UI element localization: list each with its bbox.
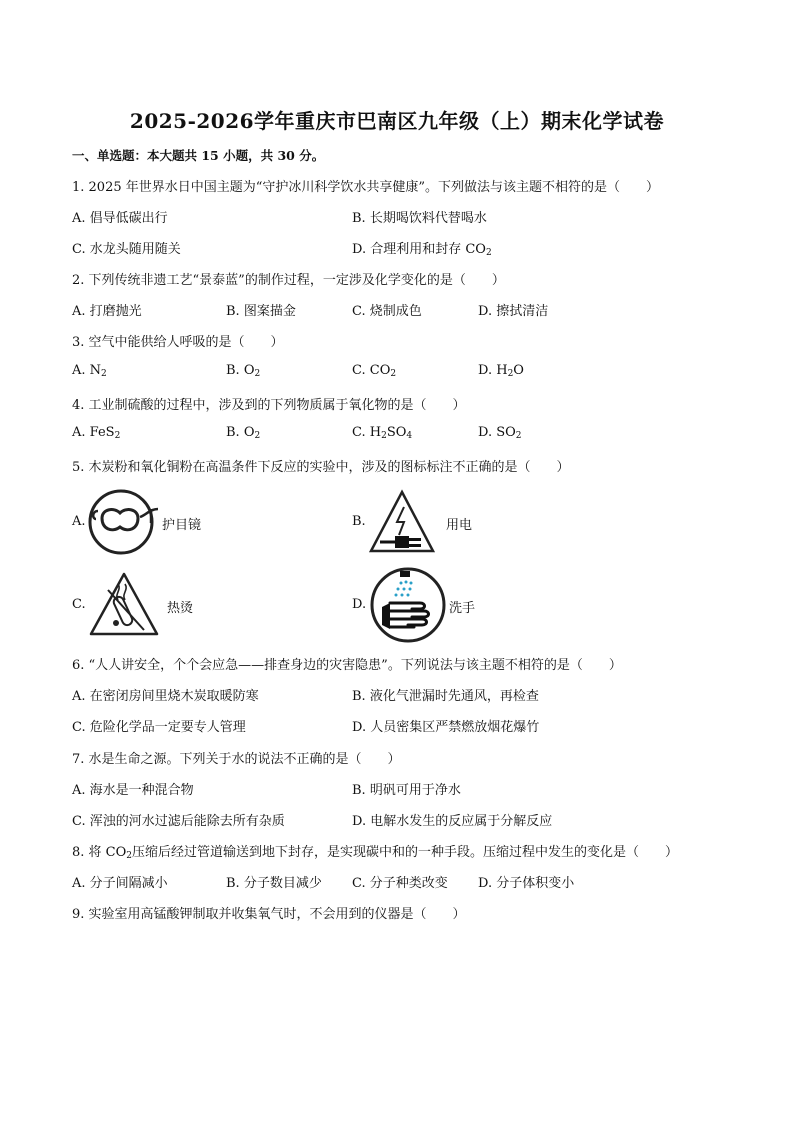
question-8-stem: 8. 将 $CO_2$压缩后经过管道输送到地下封存，是实现碳中和的一种手段。压缩过程中发生的变化是（ ） [72,845,679,861]
q3-option-a: A. $N_2$ [72,363,107,379]
q5-option-d-label: 洗手 [449,601,476,616]
question-4-stem: 4. 工业制硫酸的过程中，涉及到的下列物质属于氧化物的是（ ） [72,398,466,413]
q5-option-c-letter: C. [72,597,86,612]
q3-option-c: C. $CO_2$ [352,363,397,379]
question-7-stem: 7. 水是生命之源。下列关于水的说法不正确的是（ ） [72,752,401,767]
q1-option-c: C. 水龙头随用随关 [72,242,181,257]
q2-option-a: A. 打磨抛光 [72,304,142,319]
q5-option-b-letter: B. [352,514,366,529]
exam-title: 2025-2026学年重庆市巴南区九年级（上）期末化学试卷 [129,109,665,133]
q7-option-c: C. 浑浊的河水过滤后能除去所有杂质 [72,814,285,829]
q5-option-b-label: 用电 [446,518,473,533]
wash-hands-icon [368,567,448,645]
q5-option-a-letter: A. [72,514,86,529]
q5-option-d-letter: D. [352,597,367,612]
q2-option-c: C. 烧制成色 [352,304,422,319]
q8-option-a: A. 分子间隔减小 [72,876,168,891]
q7-option-d: D. 电解水发生的反应属于分解反应 [352,814,553,829]
q5-option-a-label: 护目镜 [162,518,202,533]
q1-option-b: B. 长期喝饮料代替喝水 [352,211,487,226]
question-6-stem: 6. “人人讲安全，个个会应急——排查身边的灾害隐患”。下列说法与该主题不相符的是（ ） [72,658,622,673]
q7-option-b: B. 明矾可用于净水 [352,783,461,798]
q6-option-a: A. 在密闭房间里烧木炭取暖防寒 [72,689,259,704]
q2-option-d: D. 擦拭清洁 [478,304,549,319]
question-2-stem: 2. 下列传统非遗工艺“景泰蓝”的制作过程，一定涉及化学变化的是（ ） [72,273,505,288]
q7-option-a: A. 海水是一种混合物 [72,783,194,798]
q4-option-d: D. $SO_2$ [478,425,522,441]
section-heading: 一、单选题：本大题共 15 小题，共 30 分。 [72,148,325,163]
q4-option-c: C. $H_2SO_4$ [352,425,413,441]
q2-option-b: B. 图案描金 [226,304,296,319]
q6-option-c: C. 危险化学品一定要专人管理 [72,720,246,735]
question-1-stem: 1. 2025 年世界水日中国主题为“守护冰川科学饮水共享健康”。下列做法与该主题不相符的是（ ） [72,180,660,195]
q8-option-d: D. 分子体积变小 [478,876,575,891]
q6-option-b: B. 液化气泄漏时先通风，再检查 [352,689,539,704]
q6-option-d: D. 人员密集区严禁燃放烟花爆竹 [352,720,540,735]
q1-option-a: A. 倡导低碳出行 [72,211,168,226]
goggles-icon [88,489,160,555]
hot-surface-icon [88,570,160,638]
q4-option-a: A. FeS$_2$ [72,425,121,441]
q4-option-b: B. $O_2$ [226,425,261,441]
q1-option-d: D. 合理利用和封存 $CO_2$ [352,242,492,258]
q8-option-c: C. 分子种类改变 [352,876,448,891]
q3-option-b: B. $O_2$ [226,363,261,379]
question-3-stem: 3. 空气中能供给人呼吸的是（ ） [72,335,284,350]
q5-option-c-label: 热烫 [167,601,194,616]
question-9-stem: 9. 实验室用高锰酸钾制取并收集氧气时，不会用到的仪器是（ ） [72,907,466,922]
electricity-warning-icon [368,489,436,555]
question-5-stem: 5. 木炭粉和氧化铜粉在高温条件下反应的实验中，涉及的图标标注不正确的是（ ） [72,460,570,475]
q3-option-d: D. $H_2O$ [478,363,524,379]
q8-option-b: B. 分子数目减少 [226,876,322,891]
